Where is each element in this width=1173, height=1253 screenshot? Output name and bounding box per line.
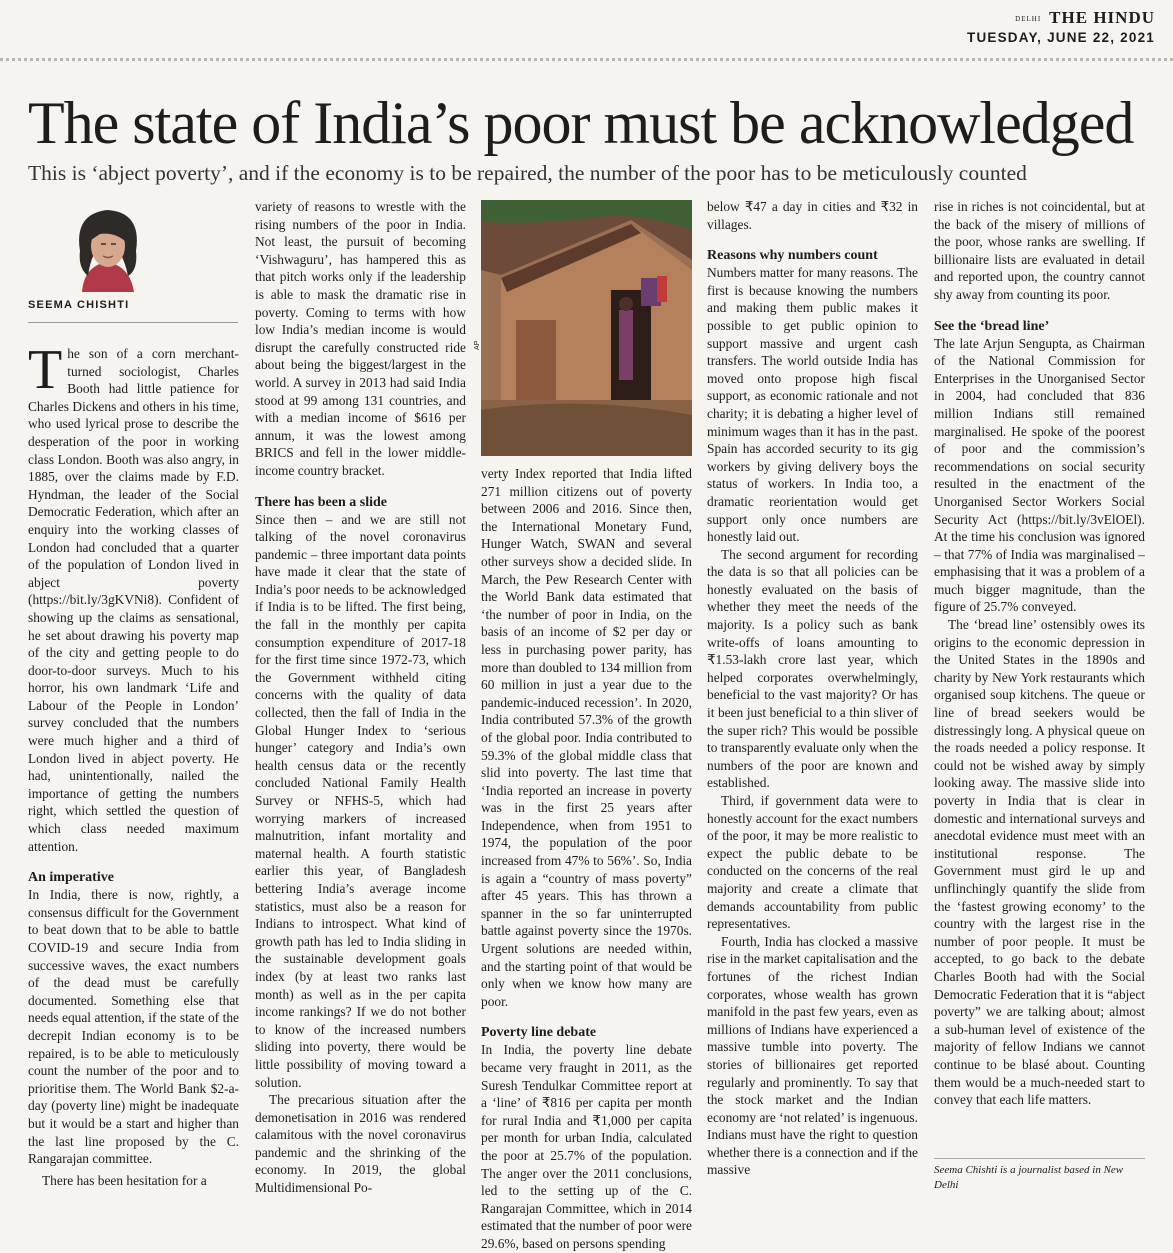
author-bio: Seema Chishti is a journalist based in New Delhi bbox=[934, 1158, 1145, 1193]
paragraph: The precarious situation after the demonetisation in 2016 was rendered calamitous with the novel coronavirus pandemic and the shrinking of the economy. In 2019, the global Multidimensional Po- bbox=[255, 1092, 466, 1196]
paragraph: The ‘bread line’ ostensibly owes its origins to the economic depression in the United States in the 1890s and charity by New York restaurants which organised soup kitchens. The queue or line of bread seekers would be distressingly long. A physical queue on the roads needed a policy response. It could not be wished away by simply looking away. The massive slide into poverty in India that is clear in domestic and international surveys and anecdotal evidence must meet with an institutional response. The Government must gird le up and unflinchingly quantify the slide from the ‘fastest growing economy’ to the country with the largest rise in the number of poor people. It must be accepted, to go back to the debate Charles Booth had with the Social Democratic Federation that it is “abject poverty” we are talking about; almost a sub-human level of existence of the majority of fellow Indians we cannot continue to be blasé about. Counting them would be a much-needed start to convey that each life matters. bbox=[934, 617, 1145, 1108]
news-photo bbox=[481, 200, 692, 456]
paragraph: variety of reasons to wrestle with the rising numbers of the poor in India. Not least, the pursuit of becoming ‘Vishwaguru’, has hampered this as that pitch works only if the leadership is able to mask the dramatic rise in poverty. Coming to terms with how low India’s median income is would disrupt the carefully constructed ride about being the biggest/largest in the world. A survey in 2013 had said India stood at 99 among 131 countries, and with a median income of $616 per annum, it was the lowest among BRICS and fell in the lower middle-income country bracket. bbox=[255, 199, 466, 478]
paragraph: The second argument for recording the data is so that all policies can be honestly evaluated on the basis of whether they meet the needs of the majority. Is a policy such as bank write-offs of loans amounting to ₹1.53-lakh crore last year, which helped corporates overwhelmingly, beneficial to the vast majority? Or has it been just beneficial to a thin sliver of the super rich? This would be possible to transparently evaluate only when the numbers of the poor are known and established. bbox=[707, 546, 918, 791]
paragraph: Numbers matter for many reasons. The first is because knowing the numbers and making them public makes it possible to get public opinion to support massive and urgent cash transfers. The world outside India has moved onto propose high fiscal support, as economic rationale and not charity; it is debating a higher level of minimum wages than it has in the past. Spain has accorded security to its gig workers by giving delivery boys the status of workers. In India too, a dramatic reorientation would get support only once numbers are honestly laid out. bbox=[707, 265, 918, 545]
paragraph: rise in riches is not coincidental, but at the back of the misery of millions of the poor, whose ranks are swelling. If billionaire lists are evaluated in detail and reported upon, the country cannot shy away from counting its poor. bbox=[934, 199, 1145, 302]
paragraph: In India, the poverty line debate became very fraught in 2011, as the Suresh Tendulkar Committee report at a ‘line’ of ₹816 per capita per month for rural India and ₹1,000 per capita per month for urban India, calculated the poor at 25.7% of the population. The anger over the 2011 conclusions, led to the setting up of the C. Rangarajan Committee, which in 2014 estimated that the number of poor were 29.6%, based on persons spending bbox=[481, 1042, 692, 1251]
article-column-3 bbox=[481, 465, 692, 1251]
masthead bbox=[967, 8, 1155, 45]
article-column-1 bbox=[28, 339, 239, 1200]
byline-rule bbox=[28, 322, 238, 323]
standfirst: This is ‘abject poverty’, and if the economy is to be repaired, the number of the poor has to be meticulously counted bbox=[28, 161, 1027, 185]
paragraph: Third, if government data were to honestly account for the exact numbers of the poor, it may be more realistic to expect the public debate to be conducted on the concerns of the real majority and create a climate that demands accountability from public representatives. bbox=[707, 793, 918, 932]
byline: SEEMA CHISHTI bbox=[28, 299, 130, 311]
photo-credit: AP bbox=[474, 340, 481, 350]
paragraph: below ₹47 a day in cities and ₹32 in villages. bbox=[707, 199, 918, 232]
publication-date: TUESDAY, JUNE 22, 2021 bbox=[967, 30, 1155, 45]
paragraph bbox=[28, 339, 239, 855]
author-portrait-icon bbox=[52, 196, 162, 292]
subheading-slide: There has been a slide bbox=[255, 494, 387, 510]
edition-label: DELHI bbox=[1015, 15, 1042, 24]
subheading-numbers-count: Reasons why numbers count bbox=[707, 248, 878, 264]
newspaper-name: THE HINDU bbox=[1049, 8, 1155, 27]
paragraph: In India, there is now, rightly, a consensus difficult for the Government to beat down that to be able to battle COVID-19 and secure India from successive waves, the exact numbers of the dead must be carefully documented. Something else that needs equal attention, if the state of the decrepit Indian economy is to be repaired, is to be able to meticulously count the number of the poor and to prioritise them. The World Bank $2-a-day (poverty line) might be inadequate but it would be a start and higher than the last line proposed by the C. Rangarajan committee. bbox=[28, 887, 239, 1167]
paragraph: verty Index reported that India lifted 271 million citizens out of poverty between 2006 and 2016. Since then, the International Monetary Fund, Hunger Watch, SWAN and several other surveys show a decided slide. In March, the Pew Research Center with the World Bank data estimated that ‘the number of poor in India, on the basis of an income of $2 per day or less in purchasing power parity, has more than doubled to 134 million from 60 million in just a year due to the pandemic-induced recession’. In 2020, India contributed 57.3% of the growth of the global poor. India contributed to 59.3% of the global middle class that slid into poverty. The last time that ‘India reported an increase in poverty was in the first 25 years after Independence, when from 1951 to 1974, the population of the poor increased from 47% to 56%’. So, India is again a “country of mass poverty” after 45 years. This has thrown a spanner in the so far uninterrupted battle against poverty since the 1970s. Urgent solutions are needed within, and the starting point of that would be only when we know how many are poor. bbox=[481, 466, 692, 1009]
headline: The state of India’s poor must be acknowledged bbox=[28, 90, 1134, 156]
paragraph: The late Arjun Sengupta, as Chairman of the National Commission for Enterprises in the Unorganised Sector in 2004, had concluded that 836 million Indians still remained marginalised. He spoke of the poorest of poor and the commission’s recommendations on social security resulted in the enactment of the Unorganised Sector Workers Social Security Act (https://bit.ly/3vElOEl). At the time his conclusion was ignored – that 77% of India was marginalised – emphasising that it was a problem of a much bigger magnitude, than the figure of 25.7% conveyed. bbox=[934, 335, 1145, 615]
subheading-an-imperative: An imperative bbox=[28, 870, 114, 886]
drop-cap: T bbox=[28, 339, 63, 401]
article-column-4 bbox=[707, 198, 918, 1198]
paragraph-text: he son of a corn merchant-turned sociologist, Charles Booth had little patience for Charles Dickens and others in his time, who used lyrical prose to describe the desperation of the poor in working class London. Booth was also angry, in 1885, over the claims made by F.D. Hyndman, the leader of the Social Democratic Federation, which after an enquiry into the working classes of London had concluded that a quarter of the population of London lived in abject poverty (https://bit.ly/3gKVNi8). Confident of showing up the claims as sensational, he set about drawing his poverty map of the city and getting people to do door-to-door surveys. Much to his horror, his own landmark ‘Life and Labour of the People in London’ survey concluded that the numbers were much higher and a third of London lived in abject poverty. He had, unintentionally, nailed the importance of getting the numbers right, which settled the question of which class needed maximum attention. bbox=[28, 346, 239, 854]
article-column-5 bbox=[934, 198, 1145, 1153]
subheading-bread-line: See the ‘bread line’ bbox=[934, 318, 1050, 334]
paragraph: Fourth, India has clocked a massive rise in the market capitalisation and the fortunes of the richest Indian corporates, whose wealth has grown manifold in the past few years, even as millions of Indians have experienced a massive tumble into poverty. The stories of billionaires get reported regularly and prominently. To say that the stock market and the Indian economy are ‘not related’ is ingenuous. Indians must have the right to question whether there is a connection and if the massive bbox=[707, 933, 918, 1178]
dotted-divider bbox=[0, 58, 1173, 61]
subheading-poverty-line: Poverty line debate bbox=[481, 1025, 597, 1041]
article-column-2 bbox=[255, 198, 466, 1198]
paragraph: Since then – and we are still not talking of the novel coronavirus pandemic – three important data points have made it clear that the state of India’s poor needs to be acknowledged if India is to be lifted. The first being, the fall in the monthly per capita consumption expenditure of 2017-18 for the first time since 1972-73, which the Government withheld citing concerns with the quality of data collected, then the fall of India in the Global Hunger Index to ‘serious hunger’ category and India’s own health census data or the recently concluded National Family Health Survey or NFHS-5, which had worrying markers of increased malnutrition, infant mortality and maternal health. A fourth statistic earlier this year, of Bangladesh bettering India’s average income statistics, must also be a reason for Indians to introspect. What kind of growth path has led to India sliding in the sustainable development goals index (by at least two ranks last month) as well as in the per capita income rankings? If we do not bother to know of the increased numbers sliding into poverty, there would be little possibility of moving toward a solution. bbox=[255, 511, 466, 1090]
paragraph: There has been hesitation for a bbox=[42, 1172, 207, 1188]
